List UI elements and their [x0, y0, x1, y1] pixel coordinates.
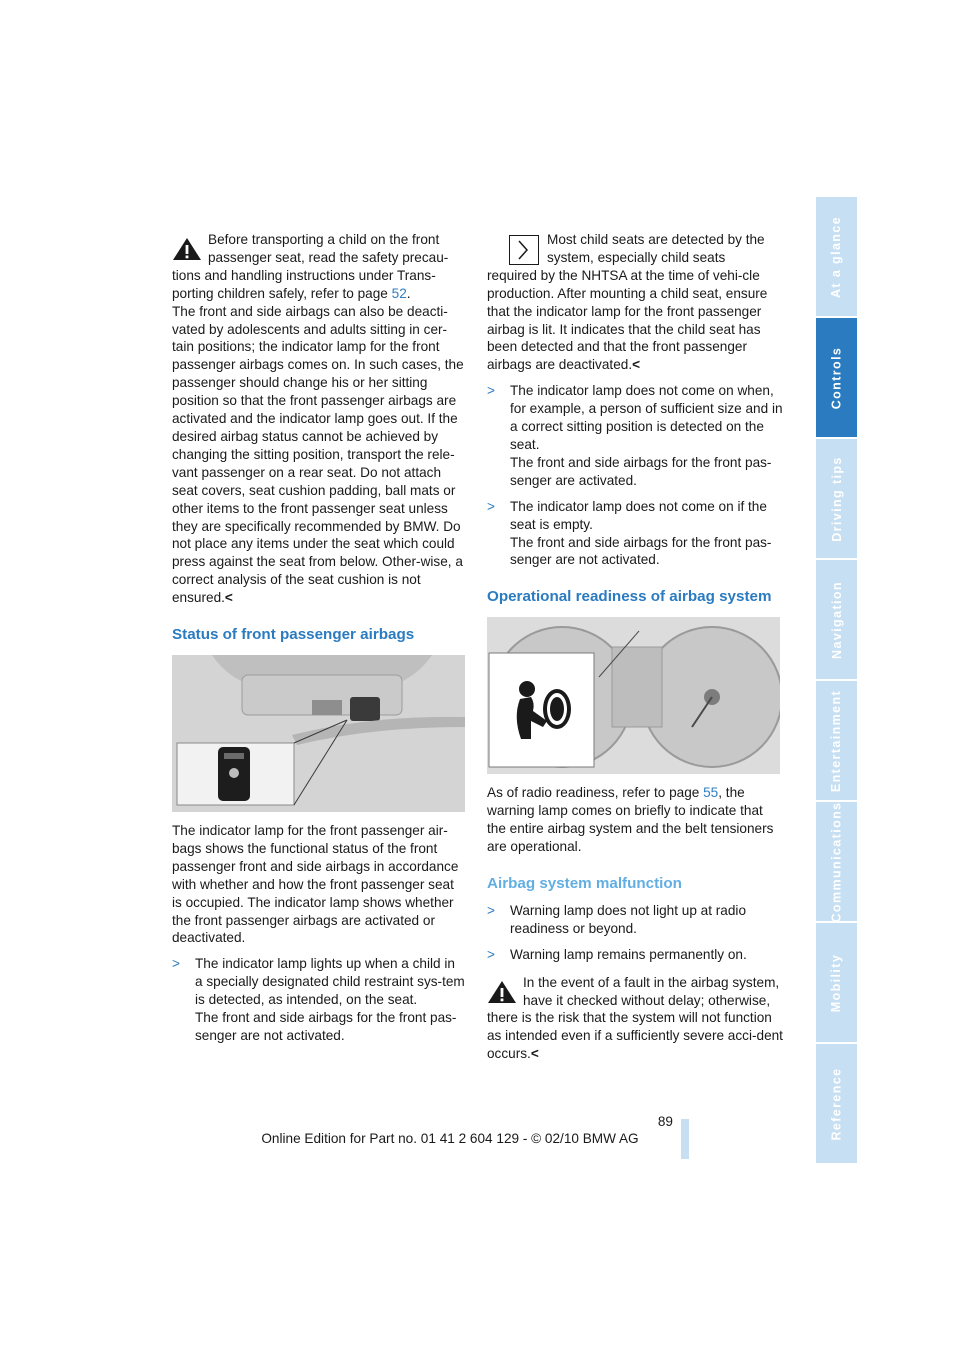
tab-label: At a glance	[829, 215, 844, 298]
bullet-lamp-permanent	[487, 946, 783, 964]
warning-triangle-icon	[487, 980, 517, 1004]
bullet-text: The indicator lamp does not come on when, for example, a person of sufficient size and in a correct sitting position is detected on the seat.	[510, 383, 783, 452]
tab-label: Controls	[829, 346, 844, 409]
period: .	[406, 285, 411, 301]
deactivation-paragraph: The front and side airbags can also be deacti-vated by adolescents and adults sitting in cer-tain positions; the indicator lamp for the front passenger airbags comes on. In such cases, the passenger should change his or her sitting position so that the front passenger airbags are activated and the indicator lamp goes out. If the desired airbag status cannot be achieved by changing the sitting position, transport the rele-vant passenger on a rear seat. Do not attach seat covers, seat cushion padding, ball mats or other items to the front passenger seat unless they are specifically recommended by BMW. Do not place any items under the seat which could press against the seat from below. Other-wise, a correct analysis of the seat cushion is not ensured.	[172, 303, 464, 606]
indicator-lamp-paragraph: The indicator lamp for the front passenger air-bags shows the functional status of the front passenger front and side airbags in accordance with whether and how the front passenger seat is occupied. The indicator lamp shows whether the front passenger airbags are activated or deactivated.	[172, 823, 459, 946]
child-warning-first-line: Before transporting a child on the front passenger seat, read the safety precau-	[208, 232, 449, 265]
instrument-cluster-image	[487, 617, 780, 774]
tab-controls[interactable]	[816, 318, 857, 437]
note-checkmark-icon	[509, 235, 539, 265]
bullet-text: The front and side airbags for the front pas-senger are not activated.	[510, 534, 772, 568]
page-link-52[interactable]: 52	[391, 285, 407, 301]
right-column	[487, 231, 783, 1063]
end-mark: <	[224, 590, 233, 606]
bullet-seat-empty	[487, 498, 783, 570]
bullet-mark: >	[172, 956, 180, 972]
bullet-child-detected	[172, 955, 466, 1045]
bullet-text: The indicator lamp lights up when a child in a specially designated child restraint sys-tem is detected, as intended, on the seat.	[195, 956, 465, 1008]
tab-at-a-glance[interactable]	[816, 197, 857, 316]
fault-warning-first-line: In the event of a fault in the airbag system, have it checked without delay; otherwise,	[523, 974, 780, 1008]
tab-mobility[interactable]	[816, 923, 857, 1042]
bullet-text: Warning lamp remains permanently on.	[510, 946, 747, 962]
heading-airbag-malfunction: Airbag system malfunction	[487, 874, 682, 892]
bullet-mark: >	[487, 498, 495, 514]
radio-readiness-text-end: , the warning lamp comes on briefly to indicate that the entire airbag system and the belt tensioners are operational.	[487, 785, 774, 855]
note-first-line: Most child seats are detected by the system, especially child seats	[547, 232, 765, 265]
tab-label: Entertainment	[829, 689, 844, 792]
child-warning	[172, 231, 466, 303]
tab-entertainment[interactable]	[816, 681, 857, 800]
footer-tab-marker	[681, 1119, 689, 1159]
end-mark: <	[530, 1046, 539, 1062]
fault-warning-rest: there is the risk that the system will not function as intended even if a sufficiently severe acci-dent occurs.	[487, 1010, 783, 1062]
tab-label: Communications	[829, 801, 844, 922]
tab-communications[interactable]	[816, 802, 857, 921]
bullet-text: The indicator lamp does not come on if the seat is empty.	[510, 498, 767, 532]
heading-status-front-passenger-airbags: Status of front passenger airbags	[172, 626, 415, 644]
tab-label: Mobility	[829, 953, 844, 1012]
indicator-lamp-image	[172, 655, 465, 812]
bullet-text: The front and side airbags for the front pas-senger are activated.	[510, 454, 772, 488]
tab-label: Navigation	[829, 580, 844, 659]
warning-triangle-icon	[172, 237, 202, 261]
bullet-text: The front and side airbags for the front pas-senger are not activated.	[195, 1010, 457, 1043]
bullet-mark: >	[487, 383, 495, 399]
page-link-55[interactable]: 55	[703, 785, 719, 801]
child-seat-note	[487, 231, 783, 374]
chapter-tabs	[816, 197, 857, 1165]
left-column	[172, 231, 466, 1045]
heading-operational-readiness: Operational readiness of airbag system	[487, 588, 772, 606]
end-mark: <	[632, 357, 641, 373]
tab-navigation[interactable]	[816, 560, 857, 679]
bullet-adult-detected	[487, 382, 783, 489]
note-rest: required by the NHTSA at the time of vehi-cle production. After mounting a child seat, ensure that the indicator lamp for the front passenger airbag is lit. It indicates that the child seat has been detected and that the front passenger airbags are deactivated.	[487, 267, 768, 373]
bullet-mark: >	[487, 902, 495, 918]
tab-driving-tips[interactable]	[816, 439, 857, 558]
bullet-mark: >	[487, 946, 495, 962]
bullet-text: Warning lamp does not light up at radio readiness or beyond.	[510, 902, 747, 936]
tab-label: Reference	[829, 1066, 844, 1141]
tab-label: Driving tips	[829, 455, 844, 542]
edition-footer: Online Edition for Part no. 01 41 2 604 129 - © 02/10 BMW AG	[261, 1131, 639, 1146]
bullet-lamp-not-lit	[487, 902, 783, 938]
child-warning-rest: tions and handling instructions under Trans-porting children safely, refer to page	[172, 267, 436, 301]
radio-readiness-text: As of radio readiness, refer to page	[487, 785, 704, 801]
fault-warning	[487, 974, 783, 1064]
page-number: 89	[657, 1114, 673, 1129]
tab-reference[interactable]	[816, 1044, 857, 1163]
